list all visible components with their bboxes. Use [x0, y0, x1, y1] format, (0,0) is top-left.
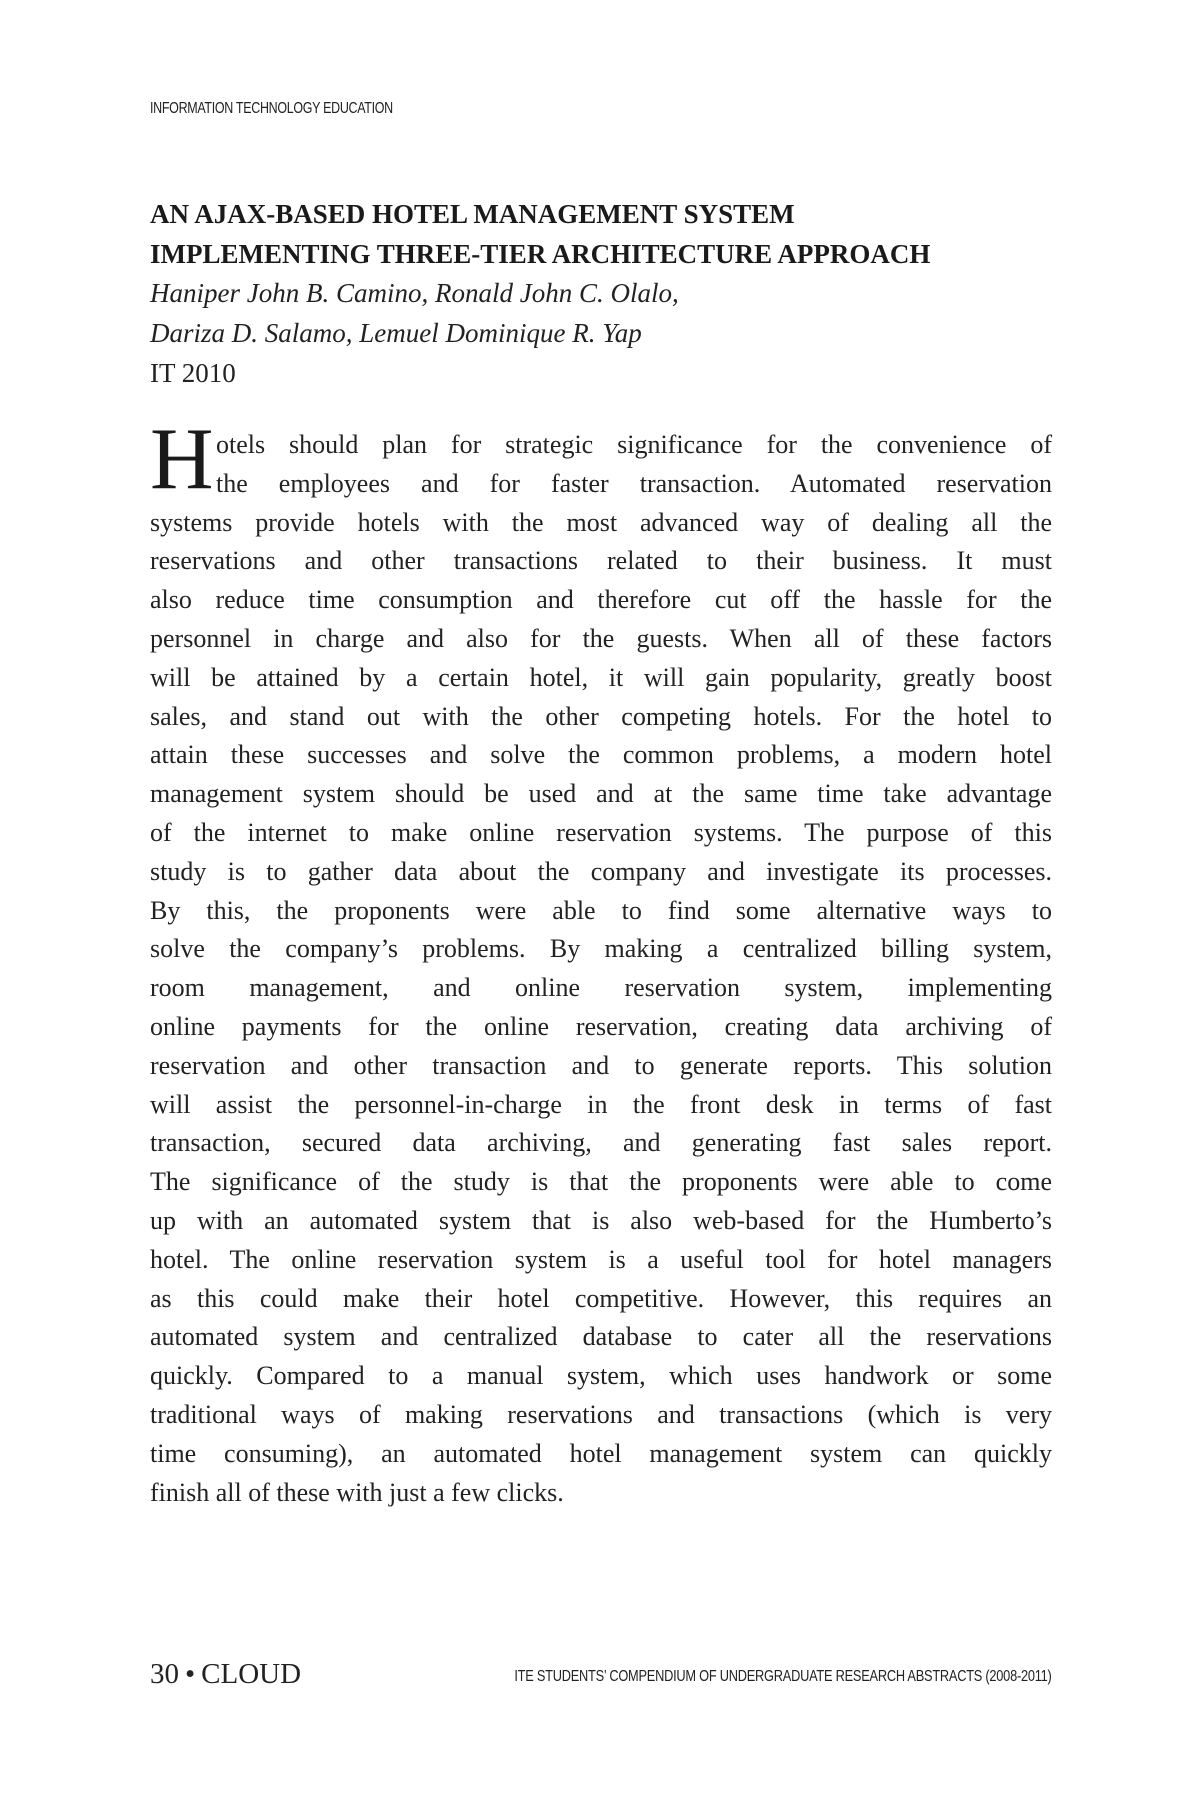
- abstract-line: online payments for the online reservation, creating data archiving of: [150, 1011, 1052, 1041]
- abstract-line: sales, and stand out with the other competing hotels. For the hotel to: [150, 701, 1052, 731]
- abstract-line: reservation and other transaction and to generate reports. This solution: [150, 1050, 1052, 1080]
- author-line: Haniper John B. Camino, Ronald John C. Olalo,: [150, 278, 679, 308]
- abstract-line: finish all of these with just a few clicks.: [150, 1477, 564, 1507]
- abstract-body: [150, 426, 1052, 1512]
- section-name: CLOUD: [201, 1658, 302, 1690]
- abstract-line: of the internet to make online reservation systems. The purpose of this: [150, 817, 1052, 847]
- abstract-line: as this could make their hotel competitive. However, this requires an: [150, 1283, 1052, 1313]
- abstract-line: will be attained by a certain hotel, it will gain popularity, greatly boost: [150, 662, 1052, 692]
- abstract-line: room management, and online reservation system, implementing: [150, 973, 1052, 1003]
- author-line: Dariza D. Salamo, Lemuel Dominique R. Yap: [150, 318, 642, 348]
- abstract-line: personnel in charge and also for the guests. When all of these factors: [150, 623, 1052, 653]
- abstract-line: quickly. Compared to a manual system, which uses handwork or some: [150, 1361, 1052, 1391]
- program-year: IT 2010: [150, 358, 236, 388]
- abstract-line: otels should plan for strategic significance for the convenience of: [216, 430, 1052, 459]
- abstract-line: systems provide hotels with the most advanced way of dealing all the: [150, 507, 1052, 537]
- abstract-line: reservations and other transactions related to their business. It must: [150, 546, 1052, 576]
- abstract-line: time consuming), an automated hotel management system can quickly: [150, 1438, 1052, 1468]
- article-title: [150, 194, 1110, 274]
- abstract-line: will assist the personnel-in-charge in the front desk in terms of fast: [150, 1089, 1052, 1119]
- abstract-line: also reduce time consumption and therefore cut off the hassle for the: [150, 585, 1052, 615]
- abstract-line: hotel. The online reservation system is a useful tool for hotel managers: [150, 1244, 1052, 1274]
- abstract-line: traditional ways of making reservations and transactions (which is very: [150, 1399, 1052, 1429]
- drop-cap: H: [150, 411, 214, 508]
- abstract-line: transaction, secured data archiving, and generating fast sales report.: [150, 1128, 1052, 1158]
- abstract-line: up with an automated system that is also web-based for the Humberto’s: [150, 1205, 1052, 1235]
- abstract-line: The significance of the study is that the proponents were able to come: [150, 1167, 1052, 1197]
- abstract-line: attain these successes and solve the common problems, a modern hotel: [150, 740, 1052, 770]
- page-footer-left: [150, 1658, 301, 1691]
- book-title: ITE STUDENTS’ COMPENDIUM OF UNDERGRADUATE RESEARCH ABSTRACTS (2008-2011): [514, 1668, 1052, 1685]
- abstract-line: solve the company’s problems. By making a centralized billing system,: [150, 934, 1052, 964]
- running-header: INFORMATION TECHNOLOGY EDUCATION: [150, 100, 393, 117]
- abstract-line: By this, the proponents were able to find some alternative ways to: [150, 895, 1052, 925]
- abstract-line: the employees and for faster transaction. Automated reservation: [216, 468, 1052, 498]
- article-title-line: IMPLEMENTING THREE-TIER ARCHITECTURE APPROACH: [150, 239, 931, 269]
- author-list: [150, 273, 1110, 353]
- page-number: 30: [150, 1658, 179, 1690]
- abstract-line: study is to gather data about the company and investigate its processes.: [150, 856, 1052, 886]
- article-title-line: AN AJAX-BASED HOTEL MANAGEMENT SYSTEM: [150, 199, 795, 229]
- abstract-line: management system should be used and at the same time take advantage: [150, 779, 1052, 809]
- abstract-line: automated system and centralized database to cater all the reservations: [150, 1322, 1052, 1352]
- bullet-separator: •: [185, 1658, 196, 1690]
